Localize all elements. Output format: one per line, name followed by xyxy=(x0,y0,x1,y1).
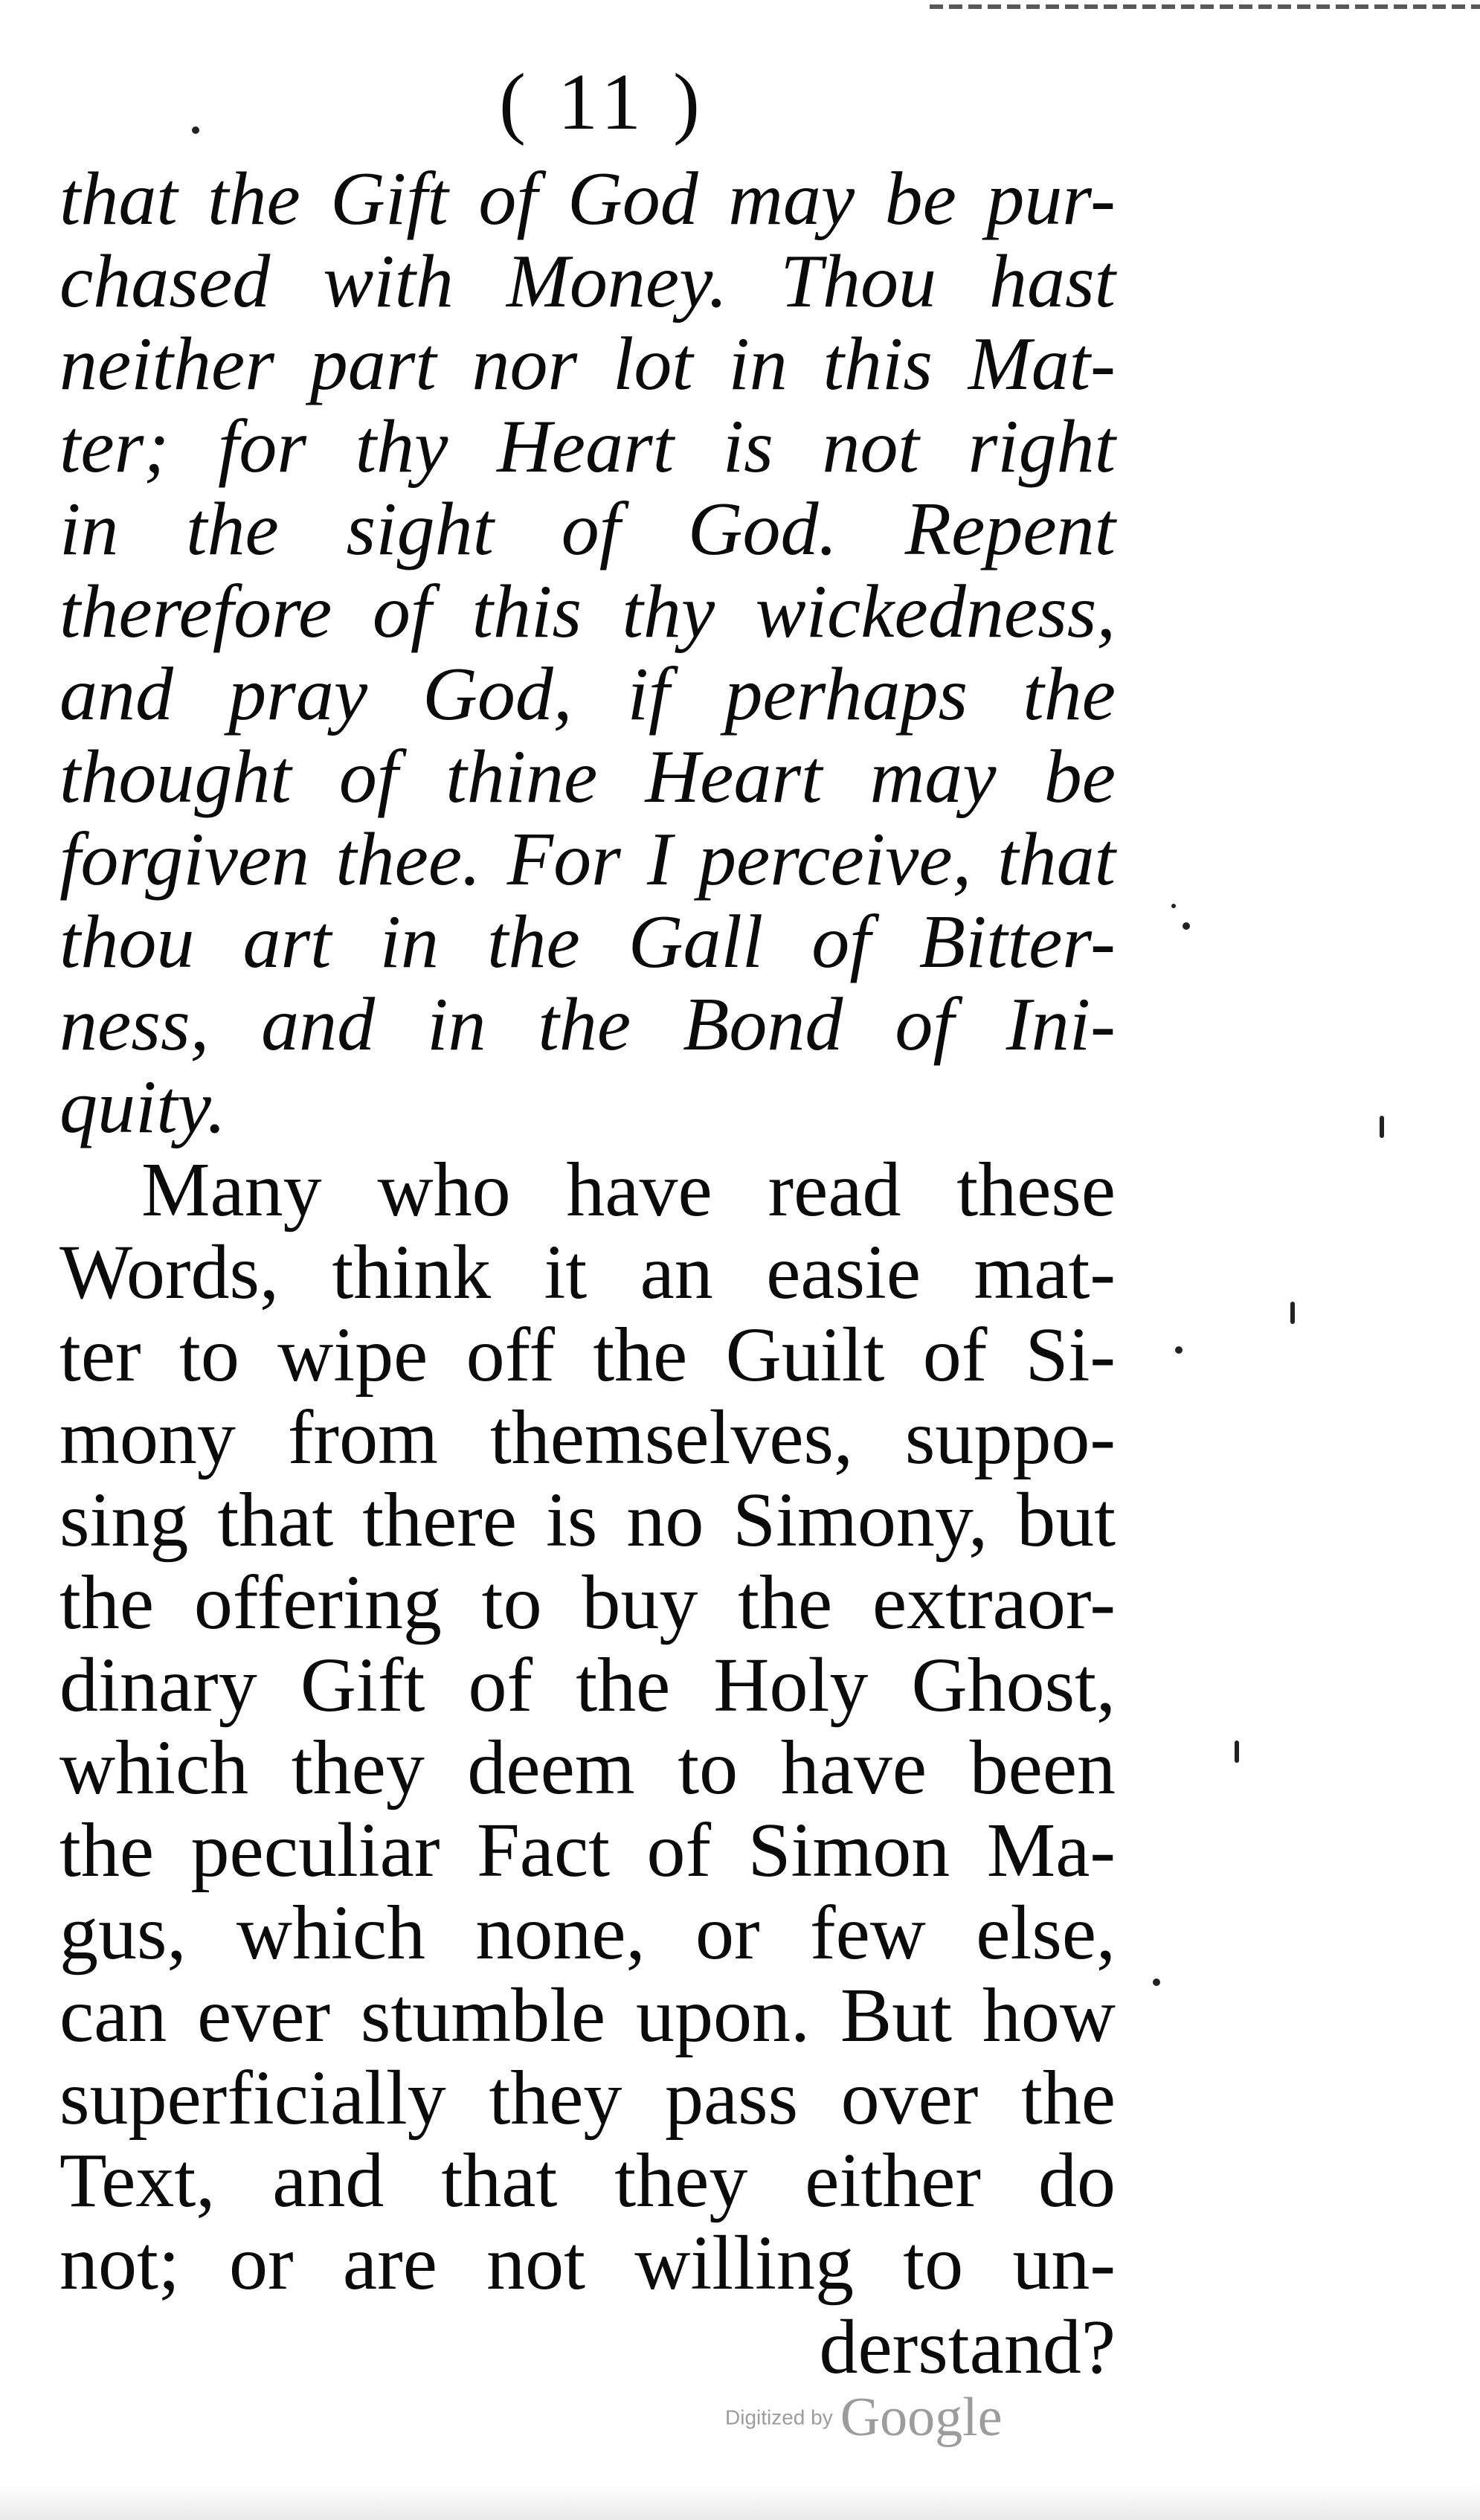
page-number: ( 11 ) xyxy=(499,58,706,147)
text-line: ter to wipe off the Guilt of Si- xyxy=(59,1312,1116,1398)
bottom-page-edge xyxy=(0,2484,1480,2520)
text-line: and pray God, if perhaps the xyxy=(59,652,1116,736)
text-line: superficially they pass over the xyxy=(59,2055,1116,2141)
text-block xyxy=(59,158,1116,2304)
top-edge-rule xyxy=(930,4,1480,9)
text-line: dinary Gift of the Holy Ghost, xyxy=(59,1642,1116,1728)
text-line: ness, and in the Bond of Ini- xyxy=(59,983,1116,1067)
text-line: forgiven thee. For I perceive, that xyxy=(59,817,1116,901)
ink-speck xyxy=(1153,1979,1160,1986)
text-line: thou art in the Gall of Bitter- xyxy=(59,900,1116,984)
text-line: quity. xyxy=(59,1065,226,1149)
text-line: thought of thine Heart may be xyxy=(59,735,1116,819)
text-line: in the sight of God. Repent xyxy=(59,487,1116,571)
text-line: which they deem to have been xyxy=(59,1725,1116,1810)
text-line: chased with Money. Thou hast xyxy=(59,240,1116,324)
text-line: not; or are not willing to un- xyxy=(59,2220,1116,2306)
text-line: neither part nor lot in this Mat- xyxy=(59,322,1116,406)
ink-speck xyxy=(1183,922,1190,930)
ink-speck xyxy=(1175,1346,1183,1354)
ink-speck xyxy=(1235,1740,1239,1763)
google-logo: Google xyxy=(840,2387,1003,2448)
text-line: the offering to buy the extraor- xyxy=(59,1560,1116,1645)
text-line: Text, and that they either do xyxy=(59,2138,1116,2223)
text-line: the peculiar Fact of Simon Ma- xyxy=(59,1807,1116,1893)
ink-speck xyxy=(1290,1302,1295,1324)
catchword: derstand? xyxy=(819,2304,1116,2390)
ink-speck xyxy=(1171,904,1176,908)
text-line: that the Gift of God may be pur- xyxy=(59,157,1116,241)
text-line: sing that there is no Simony, but xyxy=(59,1477,1116,1563)
watermark-prefix: Digitized by xyxy=(725,2405,833,2429)
ink-speck xyxy=(1380,1116,1384,1138)
digitized-watermark xyxy=(725,2386,1003,2453)
text-line: gus, which none, or few else, xyxy=(59,1890,1116,1976)
text-line: Words, think it an easie mat- xyxy=(59,1230,1116,1315)
text-line: Many who have read these xyxy=(141,1147,1116,1232)
ink-speck xyxy=(192,126,199,134)
text-line: ter; for thy Heart is not right xyxy=(59,405,1116,489)
text-line: mony from themselves, suppo- xyxy=(59,1395,1116,1480)
text-line: can ever stumble upon. But how xyxy=(59,1973,1116,2058)
text-line: therefore of this thy wickedness, xyxy=(59,570,1116,654)
